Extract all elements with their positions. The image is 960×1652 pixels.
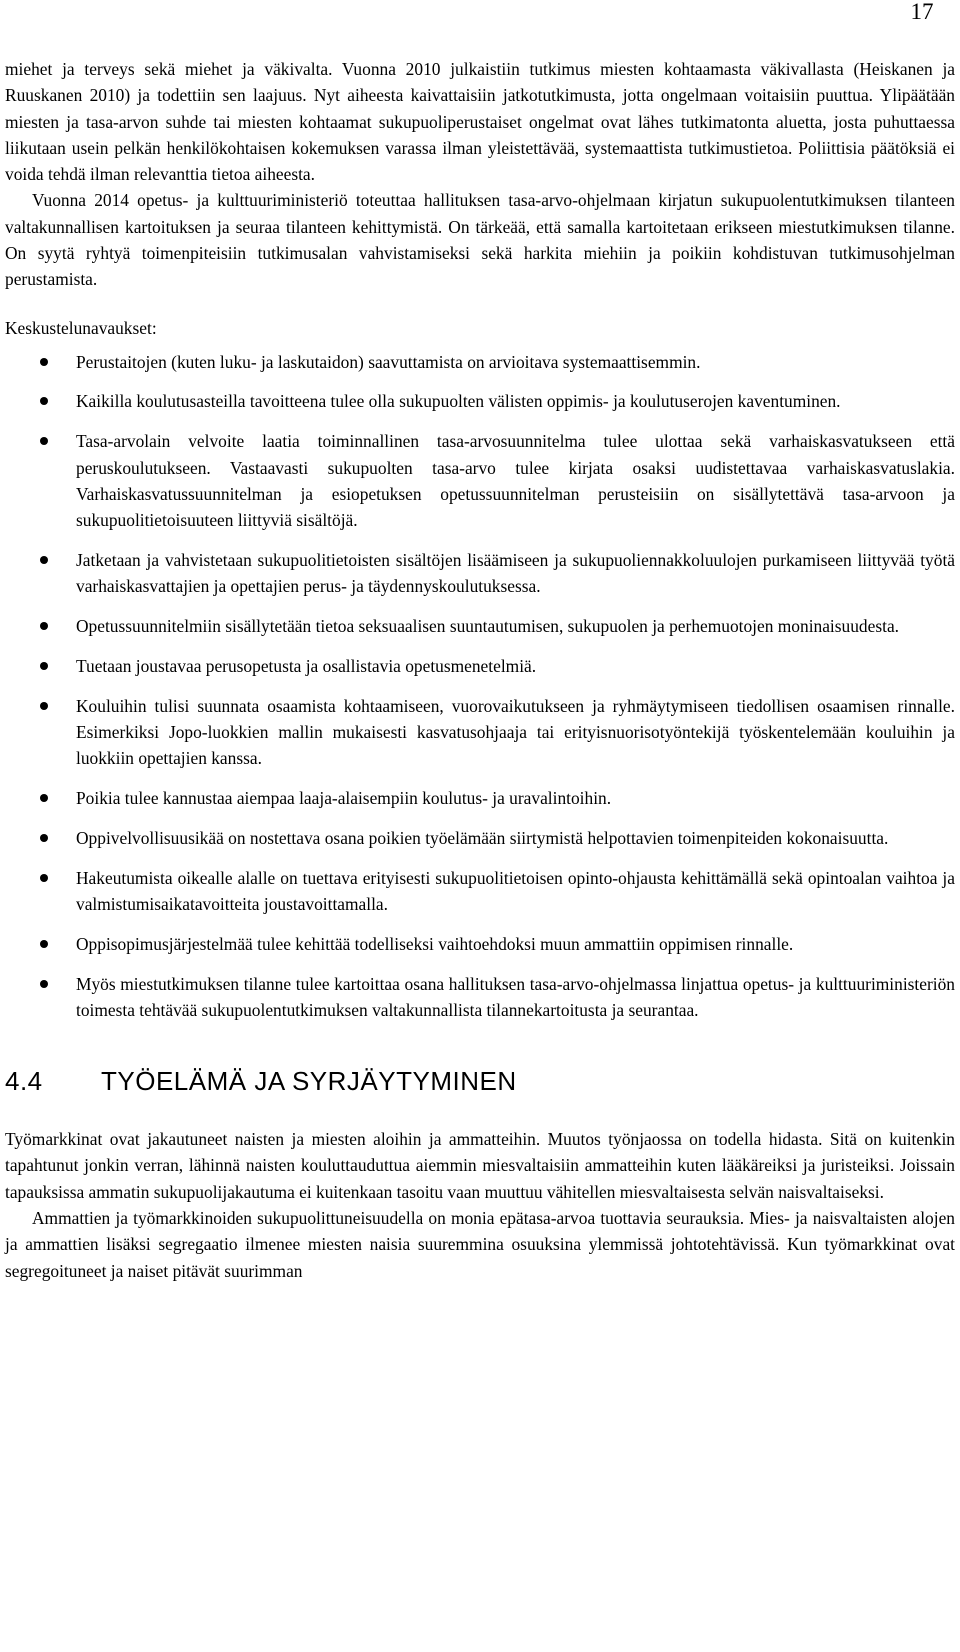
list-item-text: Oppivelvollisuusikää on nostettava osana poikien työelämään siirtymistä helpottavien toimenpiteiden kokonaisuutta. [76,827,889,848]
list-item-text: Jatketaan ja vahvistetaan sukupuolitietoisten sisältöjen lisäämiseen ja sukupuoliennakkoluulojen purkamiseen liittyvää työtä varhaiskasvattajien ja opettajien perus- ja täydennyskoulutuksessa. [76,549,955,597]
list-item-text: Hakeutumista oikealle alalle on tuettava erityisesti sukupuolitietoisen opinto-ohjausta kehittämällä sekä opintoalan vaihtoa ja valmistumisaikatavoitteita joustavoittamalla. [76,867,955,914]
paragraph-ministry: Vuonna 2014 opetus- ja kulttuuriministeriö toteuttaa hallituksen tasa-arvo-ohjelmaan kirjatun sukupuolentutkimuksen tilanteen valtakunnallisen kartoituksen ja seuraa tilanteen kehittymistä. On tärkeää, että samalla kartoitetaan erikseen miestutkimuksen tilanne. On syytä ryhtyä toimenpiteisiin tutkimusalan vahvistamiseksi sekä harkita miehiin ja poikiin kohdistuvan tutkimusohjelman perustamista. [5,190,955,290]
bullet-icon [40,662,48,670]
paragraph-labour-market: Työmarkkinat ovat jakautuneet naisten ja miesten aloihin ja ammatteihin. Muutos työnjaossa on todella hidasta. Sitä on kuitenkin tapahtunut jonkin verran, lähinnä naisten kouluttauduttua aiemmin miesvaltaisiin ammatteihin kuten lääkäreiksi ja juristeiksi. Joissain tapauksissa ammatin sukupuolijakautuma ei kuitenkaan tasoitu vaan muuttuu vähitellen miesvaltaisesta selvän naisvaltaiseksi. [5,1129,955,1202]
spacer [5,293,955,315]
list-item-text: Kouluihin tulisi suunnata osaamista kohtaamiseen, vuorovaikutukseen ja ryhmäytymiseen tiedollisen osaamisen rinnalle. Esimerkiksi Jopo-luokkien mallin mukaisesti kasvatusohjaaja tai erityisnuorisotyöntekijä työskentelemään kouluihin ja luokkiin opettajien kanssa. [76,695,955,769]
list-item [5,693,955,772]
section-number: 4.4 [5,1066,43,1097]
list-item [5,785,955,811]
discussion-list [5,349,955,1023]
bullet-icon [40,940,48,948]
section-title: TYÖELÄMÄ JA SYRJÄYTYMINEN [101,1066,517,1097]
list-item-text: Tasa-arvolain velvoite laatia toiminnallinen tasa-arvosuunnitelma tulee ulottaa sekä varhaiskasvatukseen että peruskoulutukseen. Vastaavasti sukupuolten tasa-arvo tulee kirjata osaksi uudistettavaa varhaiskasvatuslakia. Varhaiskasvatussuunnitelman ja esiopetuksen opetussuunnitelman perusteisiin on sisällytettävä tasa-arvoon ja sukupuolitietoisuuteen liittyviä sisältöjä. [76,431,955,531]
bullet-icon [40,556,48,564]
list-item-text: Opetussuunnitelmiin sisällytetään tietoa seksuaalisen suuntautumisen, sukupuolen ja perhemuotojen moninaisuudesta. [76,616,900,637]
bullet-icon [40,794,48,802]
bullet-icon [40,834,48,842]
list-item [5,971,955,1024]
list-item [5,825,955,851]
bullet-icon [40,358,48,366]
list-item [5,613,955,639]
list-item [5,653,955,679]
list-item [5,547,955,600]
document-body [5,56,955,1284]
list-item-text: Tuetaan joustavaa perusopetusta ja osallistavia opetusmenetelmiä. [76,655,537,676]
list-item-text: Perustaitojen (kuten luku- ja laskutaidon) saavuttamista on arvioitava systemaattisemmin. [76,351,701,372]
bullet-icon [40,702,48,710]
list-item [5,931,955,957]
bullet-icon [40,437,48,445]
paragraph-intro: miehet ja terveys sekä miehet ja väkivalta. Vuonna 2010 julkaistiin tutkimus miesten kohtaamasta väkivallasta (Heiskanen ja Ruuskanen 2010) ja todettiin sen laajuus. Nyt aiheesta kaivattaisiin jatkotutkimusta, jotta ongelmaan voitaisiin puuttua. Ylipäätään miesten ja tasa-arvon suhde tai miesten kohtaamat sukupuoliperustaiset ongelmat ovat lähes tutkimatonta aluetta, josta puhuttaessa liikutaan usein pelkän henkilökohtaisen kokemuksen varassa ilman yleistettävää, systemaattista tutkimustietoa. Poliittisia päätöksiä ei voida tehdä ilman relevanttia tietoa aiheesta. [5,59,955,185]
list-item [5,388,955,414]
discussion-heading: Keskustelunavaukset: [5,317,157,338]
bullet-icon [40,980,48,988]
page-number: 17 [910,0,934,24]
list-item [5,428,955,533]
list-item [5,349,955,375]
paragraph-segregation: Ammattien ja työmarkkinoiden sukupuolittuneisuudella on monia epätasa-arvoa tuottavia seurauksia. Mies- ja naisvaltaisten alojen ja ammattien lisäksi segregaatio ilmenee miesten naisia suuremmina osuuksina ylemmissä johtotehtävissä. Kun työmarkkinat ovat segregoituneet ja naiset pitävät suurimman [5,1208,955,1281]
section-heading [5,1065,955,1097]
list-item-text: Poikia tulee kannustaa aiempaa laaja-alaisempiin koulutus- ja uravalintoihin. [76,788,612,809]
list-item-text: Oppisopimusjärjestelmää tulee kehittää todelliseksi vaihtoehdoksi muun ammattiin oppimisen rinnalle. [76,933,794,954]
list-item-text: Myös miestutkimuksen tilanne tulee kartoittaa osana hallituksen tasa-arvo-ohjelmassa linjattua opetus- ja kulttuuriministeriön toimesta tehtävää sukupuolentutkimuksen valtakunnallista tilannekartoitusta ja seurantaa. [76,973,955,1020]
bullet-icon [40,874,48,882]
list-item-text: Kaikilla koulutusasteilla tavoitteena tulee olla sukupuolten välisten oppimis- ja koulutuserojen kaventuminen. [76,391,841,412]
bullet-icon [40,397,48,405]
list-item [5,865,955,918]
bullet-icon [40,622,48,630]
